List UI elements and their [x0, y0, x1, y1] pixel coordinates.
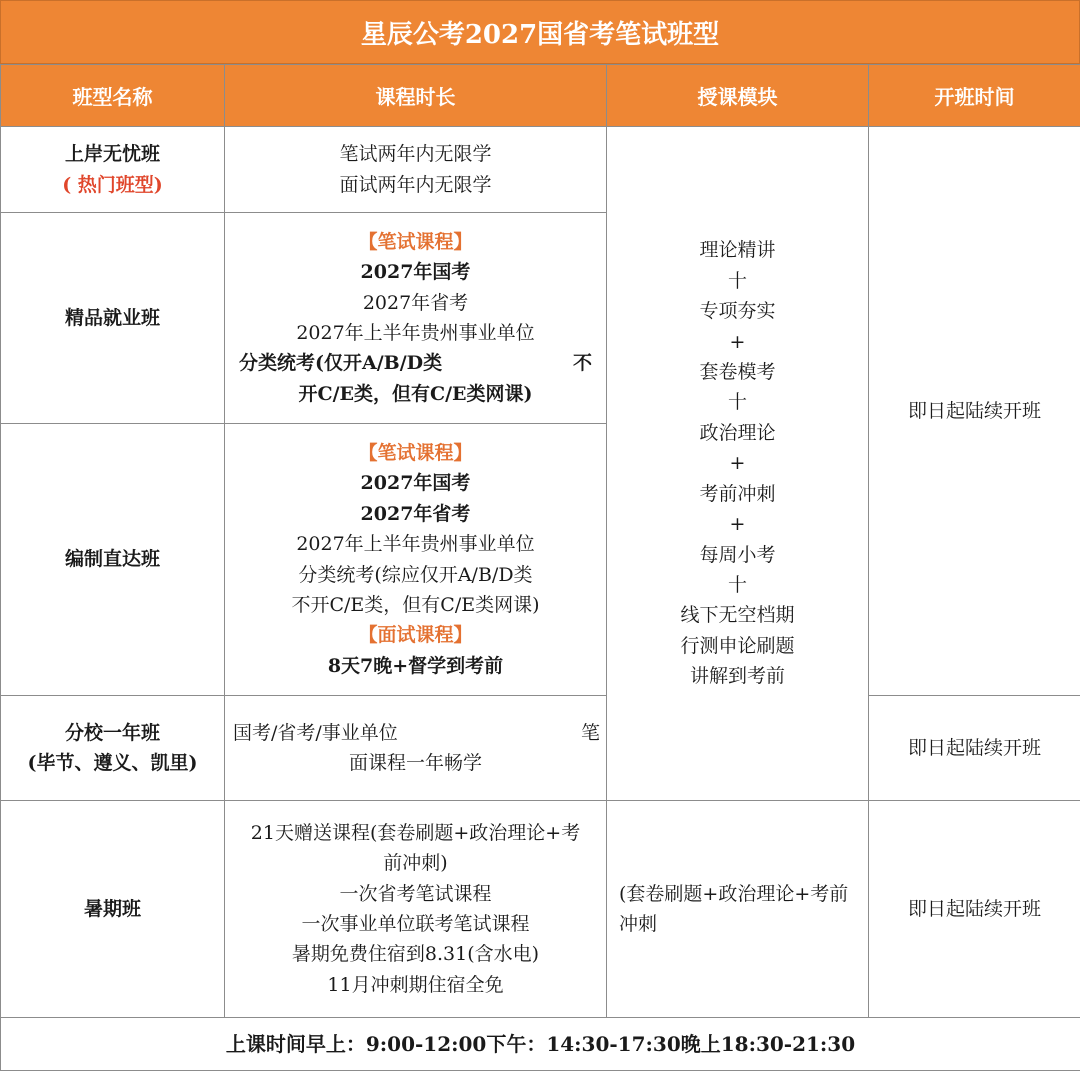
duration-line: 2027年上半年贵州事业单位 [296, 533, 535, 556]
duration-line: 2027年省考 [362, 291, 469, 314]
duration-cell [225, 424, 607, 696]
duration-line: 笔试两年内无限学 [339, 143, 492, 166]
split-right: 不 [572, 352, 592, 375]
table-row [1, 696, 1080, 801]
start-time: 即日起陆续开班 [907, 399, 1041, 422]
module-line: 十 [727, 269, 747, 292]
class-name: 分校一年班 [64, 721, 160, 744]
duration-line: 面试两年内无限学 [339, 173, 492, 196]
course-table [0, 64, 1080, 1071]
module-line: 行测申论刷题 [680, 634, 795, 657]
duration-line: 2027年国考 [360, 261, 471, 284]
module-line: 讲解到考前 [689, 665, 785, 688]
duration-line: 暑期免费住宿到8.31(含水电) [291, 943, 540, 966]
module-line: 政治理论 [699, 421, 776, 444]
module-line: 十 [727, 391, 747, 414]
duration-cell [225, 696, 607, 801]
duration-line: 2027年省考 [360, 502, 471, 525]
table-row [1, 801, 1080, 1018]
module-line: 专项夯实 [699, 300, 776, 323]
class-name-cell [1, 801, 225, 1018]
duration-line: 不开C/E类，但有C/E类网课) [291, 593, 540, 616]
start-time-cell [869, 127, 1080, 696]
table-header-row [1, 65, 1080, 127]
module-line: 套卷模考 [699, 361, 776, 384]
schedule-row [1, 1018, 1080, 1071]
module-line: 线下无空档期 [680, 604, 795, 627]
duration-line: 一次事业单位联考笔试课程 [301, 913, 530, 935]
page-title: 星辰公考2027国省考笔试班型 [0, 0, 1080, 64]
duration-cell [225, 127, 607, 213]
branch-tag: (毕节、遵义、凯里) [27, 752, 198, 774]
start-time: 即日起陆续开班 [907, 897, 1041, 920]
split-right: 笔 [580, 721, 600, 744]
header-class-name: 班型名称 [1, 65, 225, 127]
hot-tag: ( 热门班型) [62, 173, 163, 196]
duration-line: 分类统考(综应仅开A/B/D类 [298, 563, 533, 586]
module-line: 十 [727, 573, 747, 596]
module-line: + [729, 330, 746, 353]
class-name-cell [1, 696, 225, 801]
section-label: 【笔试课程】 [358, 441, 473, 464]
duration-split-line [225, 348, 606, 378]
duration-split-line [225, 718, 606, 748]
duration-line: 2027年上半年贵州事业单位 [296, 322, 535, 344]
header-duration: 课程时长 [225, 65, 607, 127]
table-row [1, 127, 1080, 213]
module-line: + [729, 513, 746, 536]
duration-line: 前冲刺) [383, 852, 448, 875]
module-line: 考前冲刺 [699, 482, 776, 505]
start-time-cell [869, 696, 1080, 801]
header-modules: 授课模块 [607, 65, 869, 127]
module-line: (套卷刷题+政治理论+考前 [619, 882, 849, 905]
class-name: 暑期班 [83, 897, 141, 920]
class-name: 精品就业班 [64, 306, 160, 329]
section-label: 【笔试课程】 [358, 230, 473, 253]
duration-line: 21天赠送课程(套卷刷题+政治理论+考 [250, 821, 581, 844]
class-name: 上岸无忧班 [64, 143, 160, 166]
class-name: 编制直达班 [64, 548, 160, 571]
module-line: 每周小考 [699, 543, 776, 566]
duration-cell [225, 801, 607, 1018]
split-left: 分类统考(仅开A/B/D类 [239, 352, 443, 375]
class-name-cell [1, 213, 225, 424]
duration-line: 开C/E类，但有C/E类网课) [298, 382, 533, 405]
duration-line: 11月冲刺期住宿全免 [327, 973, 504, 996]
class-name-cell [1, 424, 225, 696]
module-line: 冲刺 [619, 913, 658, 935]
header-start-time: 开班时间 [869, 65, 1080, 127]
class-name-cell [1, 127, 225, 213]
start-time-cell [869, 801, 1080, 1018]
start-time: 即日起陆续开班 [907, 736, 1041, 759]
duration-line: 8天7晚+督学到考前 [327, 654, 504, 677]
schedule-text: 上课时间早上：9:00-12:00下午：14:30-17:30晚上18:30-21:30 [1, 1018, 1080, 1071]
duration-cell [225, 213, 607, 424]
duration-line: 面课程一年畅学 [348, 752, 482, 774]
duration-line: 2027年国考 [360, 472, 471, 495]
duration-line: 一次省考笔试课程 [339, 882, 492, 905]
section-label: 【面试课程】 [358, 624, 473, 647]
modules-cell [607, 127, 869, 801]
module-line: 理论精讲 [699, 239, 776, 262]
module-line: + [729, 452, 746, 475]
modules-cell [607, 801, 869, 1018]
split-left: 国考/省考/事业单位 [233, 721, 398, 744]
